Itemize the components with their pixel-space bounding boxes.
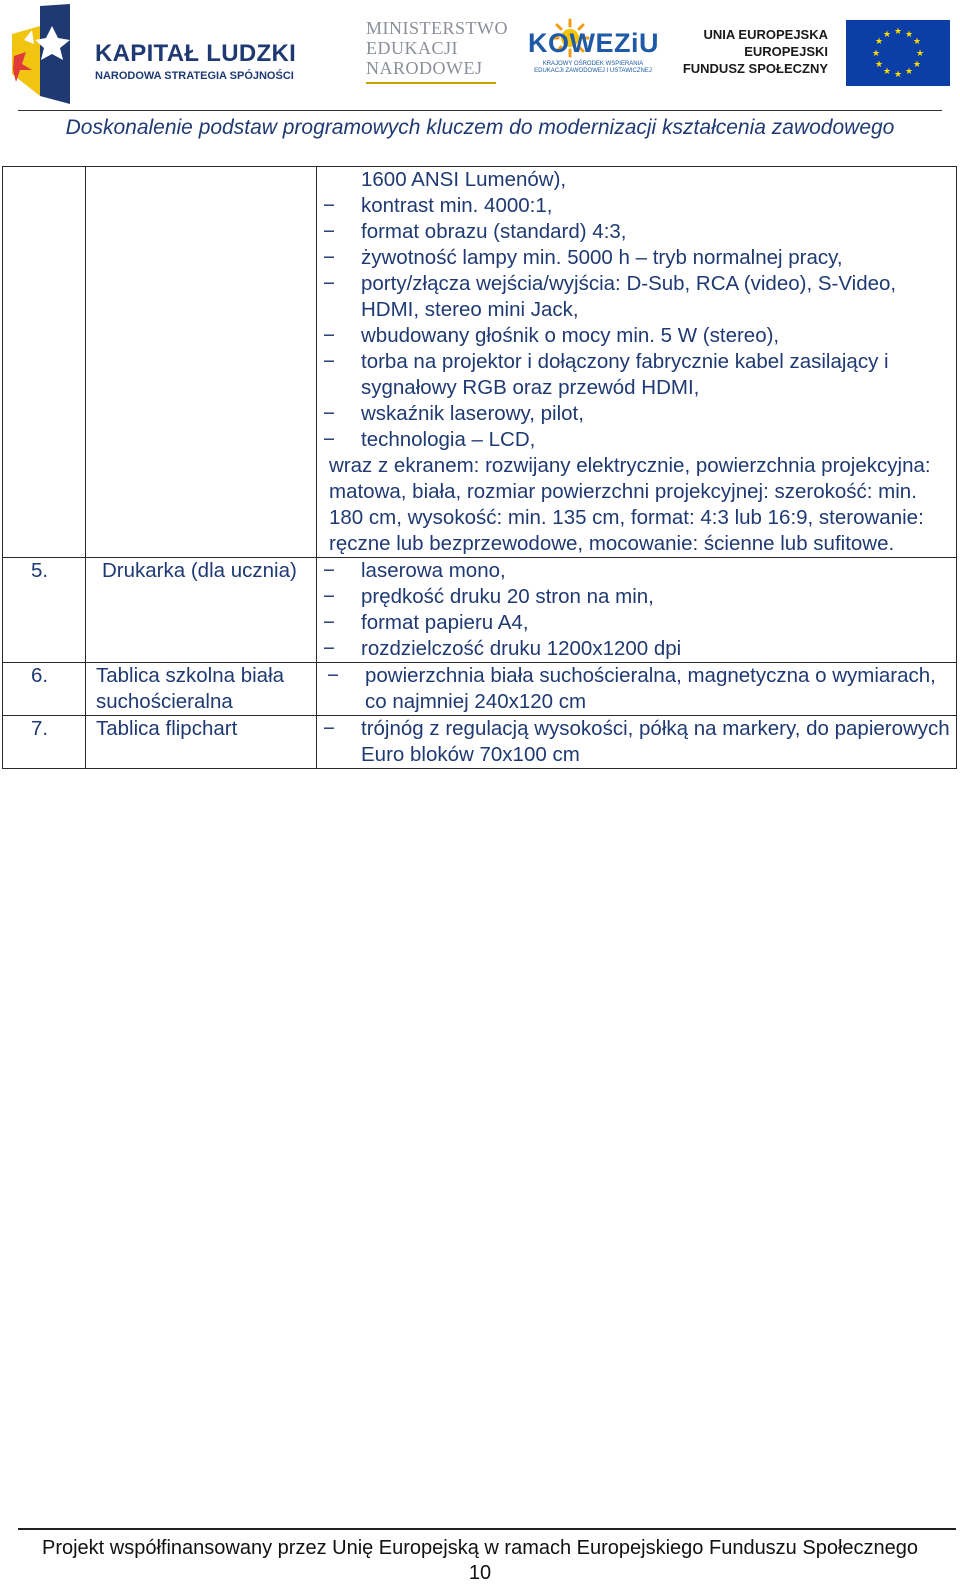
svg-text:★: ★ [912, 60, 922, 70]
row-name: Drukarka (dla ucznia) [102, 559, 297, 582]
unia-line: EUROPEJSKI [744, 44, 828, 59]
svg-text:★: ★ [893, 70, 903, 80]
page-header-title: Doskonalenie podstaw programowych kluczem do modernizacji kształcenia zawodowego [65, 116, 895, 139]
unia-line: UNIA EUROPEJSKA [703, 27, 828, 42]
ministerstwo-line: NARODOWEJ [366, 58, 483, 78]
unia-europejska-text [683, 26, 828, 77]
spec-text: powierzchnia biała suchościeralna, magnetyczna o wymiarach, co najmniej 240x120 cm [365, 664, 936, 713]
row-name: Tablica flipchart [96, 717, 238, 740]
row-spec-cell [317, 716, 957, 769]
svg-text:★: ★ [871, 49, 881, 59]
spec-text: trójnóg z regulacją wysokości, półką na markery, do papierowych Euro bloków 70x100 cm [361, 717, 950, 766]
row-number-cell [3, 558, 86, 663]
row-spec-cell [317, 558, 957, 663]
dash-bullet: − [323, 428, 335, 451]
ministerstwo-line: MINISTERSTWO [366, 18, 508, 38]
table-row [3, 663, 957, 716]
row-number: 6. [31, 664, 49, 687]
ministerstwo-underline [366, 82, 496, 84]
svg-text:★: ★ [893, 27, 903, 37]
page-number: 10 [468, 1562, 492, 1584]
spec-text: wskaźnik laserowy, pilot, [361, 402, 584, 425]
spec-list [317, 558, 956, 662]
dash-bullet: − [323, 559, 335, 582]
spec-text: technologia – LCD, [361, 428, 536, 451]
list-item [317, 349, 956, 401]
spec-text: format papieru A4, [361, 611, 529, 634]
dash-bullet: − [327, 664, 339, 687]
eu-flag-icon [846, 20, 950, 86]
header-logos [0, 0, 960, 108]
table-row [3, 716, 957, 769]
header-divider [18, 110, 942, 111]
row-number: 5. [31, 559, 49, 582]
row-number-cell [3, 167, 86, 558]
svg-text:★: ★ [882, 67, 892, 77]
row-name-cell [86, 716, 317, 769]
spec-text: porty/złącza wejścia/wyjścia: D-Sub, RCA (video), S-Video, HDMI, stereo mini Jack, [361, 272, 897, 321]
spec-text: format obrazu (standard) 4:3, [361, 220, 627, 243]
list-item [317, 716, 956, 768]
kowezu-title: KOWEZiU [528, 28, 659, 58]
list-item [317, 427, 956, 453]
list-item [317, 636, 956, 662]
svg-text:★: ★ [874, 60, 884, 70]
unia-line: FUNDUSZ SPOŁECZNY [682, 61, 828, 76]
kapital-ludzki-flag-icon [10, 4, 80, 104]
list-item [317, 610, 956, 636]
row-name: Tablica szkolna biała suchościeralna [96, 664, 285, 713]
list-item [317, 193, 956, 219]
dash-bullet: − [323, 220, 335, 243]
svg-text:★: ★ [912, 37, 922, 47]
list-item [317, 663, 956, 715]
spec-text: wbudowany głośnik o mocy min. 5 W (stereo), [361, 324, 780, 347]
spec-text: prędkość druku 20 stron na min, [361, 585, 654, 608]
kowezu-subtitle: KRAJOWY OŚRODEK WSPIERANIA EDUKACJI ZAWODOWEJ I USTAWICZNEJ [534, 61, 652, 74]
list-item [317, 271, 956, 323]
spec-text: laserowa mono, [361, 559, 506, 582]
dash-bullet: − [323, 194, 335, 217]
list-item [317, 245, 956, 271]
row-name-cell [86, 663, 317, 716]
kapital-ludzki-subtitle: NARODOWA STRATEGIA SPÓJNOŚCI [95, 70, 294, 82]
dash-bullet: − [323, 246, 335, 269]
row-name-cell [86, 167, 317, 558]
table-row [3, 167, 957, 558]
dash-bullet: − [323, 402, 335, 425]
kapital-ludzki-logo [10, 4, 315, 104]
kowezu-logo [528, 18, 658, 88]
list-item [317, 323, 956, 349]
svg-text:★: ★ [874, 37, 884, 47]
dash-bullet: − [323, 637, 335, 660]
footer-text: Projekt współfinansowany przez Unię Europejską w ramach Europejskiego Funduszu Społecznego [41, 1537, 919, 1559]
spec-continuation: 1600 ANSI Lumenów), [361, 168, 567, 191]
row-name-cell [86, 558, 317, 663]
spec-text: rozdzielczość druku 1200x1200 dpi [361, 637, 682, 660]
row-spec-cell [317, 663, 957, 716]
spec-text: torba na projektor i dołączony fabrycznie kabel zasilający i sygnałowy RGB oraz przewód HDMI, [361, 350, 889, 399]
table-row [3, 558, 957, 663]
dash-bullet: − [323, 324, 335, 347]
kapital-ludzki-title: KAPITAŁ LUDZKI [95, 40, 297, 67]
spec-text: kontrast min. 4000:1, [361, 194, 553, 217]
ministerstwo-logo [366, 18, 511, 88]
list-item [317, 584, 956, 610]
dash-bullet: − [323, 272, 335, 295]
row-number-cell [3, 663, 86, 716]
list-item [317, 401, 956, 427]
list-item [317, 558, 956, 584]
dash-bullet: − [323, 611, 335, 634]
svg-text:★: ★ [904, 67, 914, 77]
spec-paragraph: wraz z ekranem: rozwijany elektrycznie, powierzchnia projekcyjna: matowa, biała, rozmiar powierzchni projekcyjnej: szerokość: min. 180 cm, wysokość: min. 135 cm, format: 4:3 lub 16:9, sterowanie: ręczne lub bezprzewodowe, mocowanie: ścienne lub sufitowe. [329, 454, 931, 555]
svg-text:★: ★ [904, 30, 914, 40]
spec-list [317, 716, 956, 768]
row-spec-cell [317, 167, 957, 558]
ministerstwo-line: EDUKACJI [366, 38, 458, 58]
dash-bullet: − [323, 585, 335, 608]
unia-europejska-logo [682, 18, 950, 88]
spec-list [317, 193, 956, 453]
spec-text: żywotność lampy min. 5000 h – tryb normalnej pracy, [361, 246, 843, 269]
row-number-cell [3, 716, 86, 769]
svg-text:★: ★ [882, 30, 892, 40]
dash-bullet: − [323, 717, 335, 740]
equipment-table [2, 166, 957, 769]
list-item [317, 219, 956, 245]
dash-bullet: − [323, 350, 335, 373]
svg-text:★: ★ [915, 49, 925, 59]
spec-list [317, 663, 956, 715]
footer-divider [18, 1528, 956, 1530]
row-number: 7. [31, 717, 49, 740]
